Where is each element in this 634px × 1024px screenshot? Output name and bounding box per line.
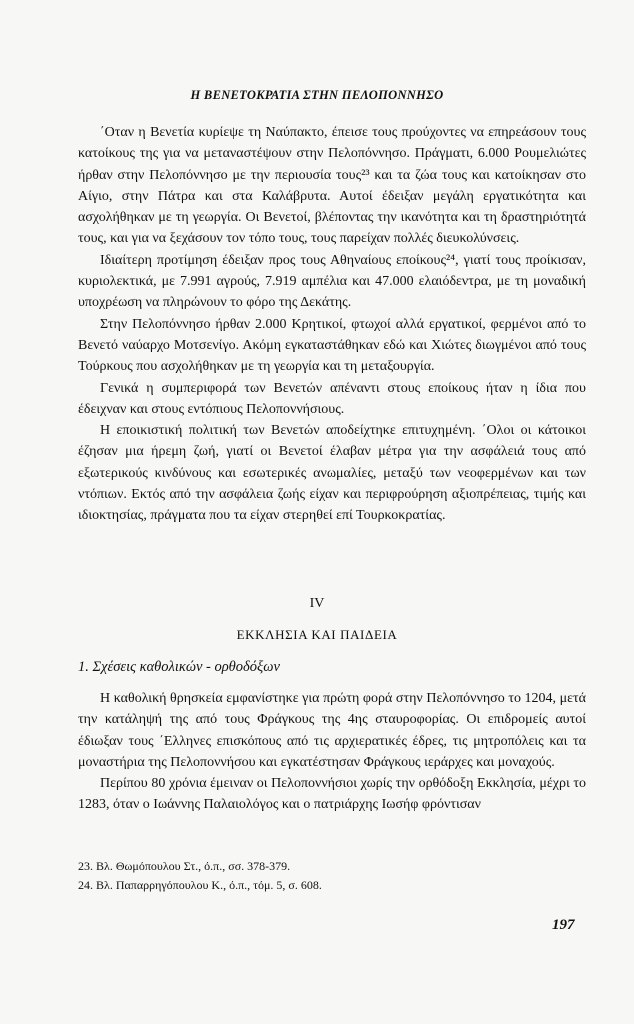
body-text-bottom xyxy=(78,688,586,816)
paragraph: Γενικά η συμπεριφορά των Βενετών απέναντι στους εποίκους ήταν η ίδια που έδειχναν και στους εντόπιους Πελοποννήσιους. xyxy=(78,380,586,417)
chapter-title: ΕΚΚΛΗΣΙΑ ΚΑΙ ΠΑΙΔΕΙΑ xyxy=(236,627,398,642)
paragraph: Περίπου 80 χρόνια έμειναν οι Πελοποννήσιοι χωρίς την ορθόδοξη Εκκλησία, μέχρι το 1283, όταν ο Ιωάννης Παλαιολόγος και ο πατριάρχης Ιωσήφ φρόντισαν xyxy=(78,776,586,813)
body-text-top xyxy=(78,122,586,527)
page-number: 197 xyxy=(552,917,575,933)
running-title: Η ΒΕΝΕΤΟΚΡΑΤΙΑ ΣΤΗΝ ΠΕΛΟΠΟΝΝΗΣΟ xyxy=(190,88,444,102)
paragraph: ΄Οταν η Βενετία κυρίεψε τη Ναύπακτο, έπεισε τους προύχοντες να επηρεάσουν τους κατοίκους της για να μεταναστέψουν στην Πελοπόννησο. Πράγματι, 6.000 Ρουμελιώτες ήρθαν στην Πελοπόννησο με την περιουσία τους²³ και τα ζώα τους και κατοίκησαν στο Αίγιο, στην Πάτρα και στα Καλάβρυτα. Αυτοί έδειξαν μεγάλη εργατικότητα και ασχολήθηκαν με τη γεωργία. Οι Βενετοί, βλέποντας την ικανότητα και τη δραστηριότητά τους, και για να ξεχάσουν τον τόπο τους, τους παρείχαν πολλές διευκολύνσεις. xyxy=(78,125,586,247)
paragraph: Στην Πελοπόννησο ήρθαν 2.000 Κρητικοί, φτωχοί αλλά εργατικοί, φερμένοι από το Βενετό ναύαρχο Μοτσενίγο. Ακόμη εγκαταστάθηκαν εδώ και Χιώτες διωγμένοι από τους Τούρκους που ασχολήθηκαν με τη γεωργία και τη μεταξουργία. xyxy=(78,316,586,375)
paragraph: Η καθολική θρησκεία εμφανίστηκε για πρώτη φορά στην Πελοπόννησο το 1204, μετά την κατάληψή της από τους Φράγκους της 4ης σταυροφορίας. Οι επιδρομείς αυτοί έδιωξαν τους ΄Ελληνες επισκόπους από τις αρχιερατικές έδρες, τις μητροπόλεις και τα μοναστήρια της Πελοποννήσου και εγκατέστησαν Φράγκους ιεράρχες και μοναχούς. xyxy=(78,691,586,770)
footnotes xyxy=(78,857,586,895)
footnote: 23. Βλ. Θωμόπουλου Στ., ό.π., σσ. 378-379. xyxy=(78,859,291,873)
footnote: 24. Βλ. Παπαρρηγόπουλου Κ., ό.π., τόμ. 5, σ. 608. xyxy=(78,878,322,892)
paragraph: Ιδιαίτερη προτίμηση έδειξαν προς τους Αθηναίους εποίκους²⁴, γιατί τους προίκισαν, κυριολεκτικά, με 7.991 αγρούς, 7.919 αμπέλια και 47.000 ελαιόδεντρα, με τη μοναδική υποχρέωση να πληρώνουν το φόρο της Δεκάτης. xyxy=(78,252,586,311)
section-title: 1. Σχέσεις καθολικών - ορθοδόξων xyxy=(78,659,280,675)
chapter-number: IV xyxy=(309,596,325,611)
paragraph: Η εποικιστική πολιτική των Βενετών αποδείχτηκε επιτυχημένη. ΄Ολοι οι κάτοικοι έζησαν μια ήρεμη ζωή, γιατί οι Βενετοί έλαβαν μέτρα για την ασφάλειά τους από εξωτερικούς κινδύνους και εσωτερικές ανωμαλίες, μεταξύ των νεοφερμένων και των ντόπιων. Εκτός από την ασφάλεια ζωής είχαν και περιφρούρηση αξιοπρέπειας, τιμής και ιδιοκτησίας, πράγματα που τα είχαν στερηθεί επί Τουρκοκρατίας. xyxy=(78,423,586,524)
